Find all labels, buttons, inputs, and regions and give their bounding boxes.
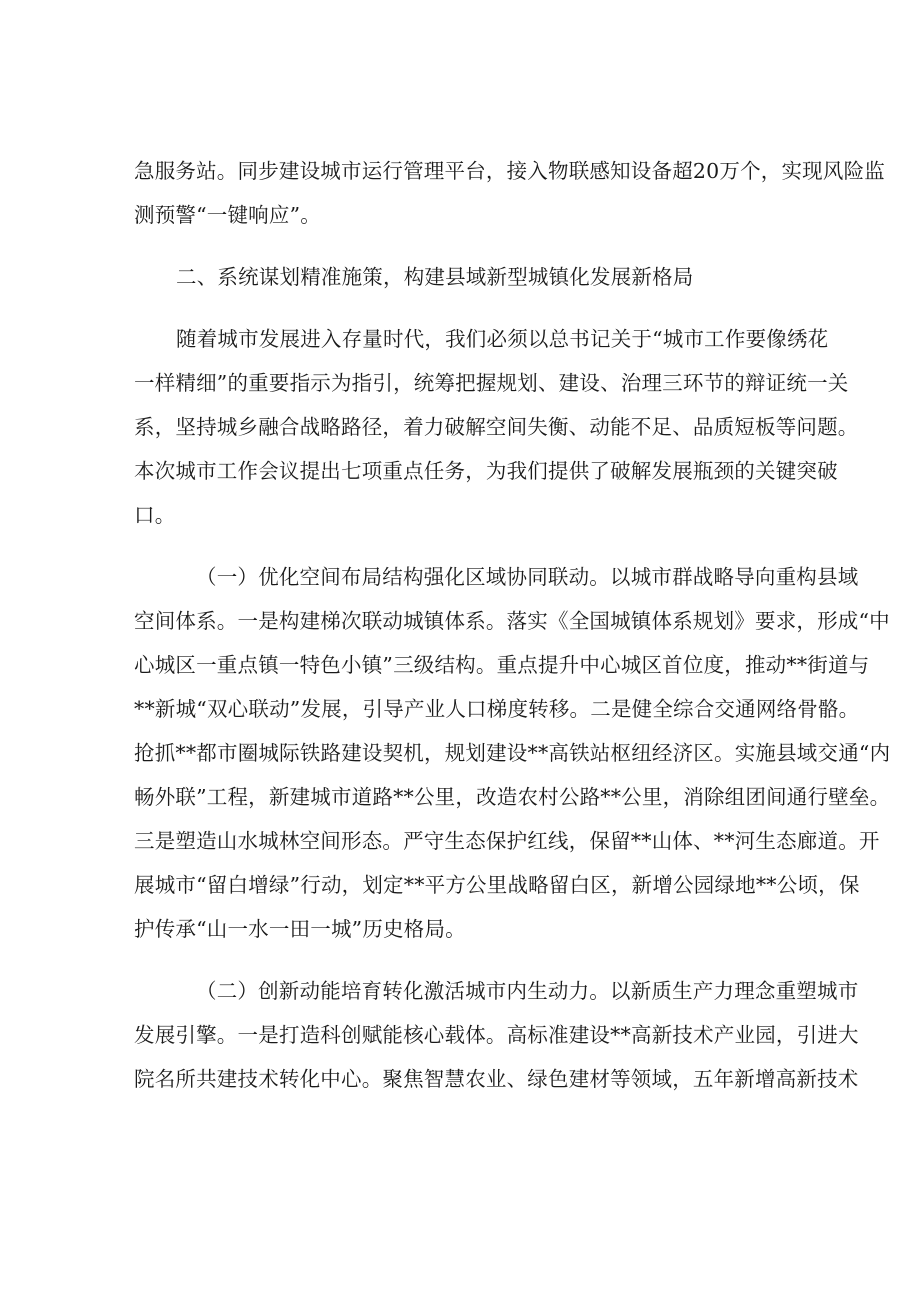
- paragraph-line: **新城“双心联动”发展，引导产业人口梯度转移。二是健全综合交通网络骨骼。: [134, 697, 860, 721]
- paragraph-line: 系，坚持城乡融合战略路径，着力破解空间失衡、动能不足、品质短板等问题。: [134, 415, 859, 439]
- paragraph-line: 抢抓**都市圈城际铁路建设契机，规划建设**高铁站枢纽经济区。实施县域交通“内: [134, 741, 891, 765]
- paragraph-line: 展城市“留白增绿”行动，划定**平方公里战略留白区，新增公园绿地**公顷，保: [134, 873, 860, 897]
- paragraph-line: 测预警“一键响应”。: [134, 203, 321, 227]
- paragraph-line: 发展引擎。一是打造科创赋能核心载体。高标准建设**高新技术产业园，引进大: [134, 1023, 859, 1047]
- paragraph-line: 三是塑造山水城林空间形态。严守生态保护红线，保留**山体、**河生态廊道。开: [134, 829, 880, 853]
- section-heading: 二、系统谋划精准施策，构建县域新型城镇化发展新格局: [176, 265, 694, 289]
- paragraph-line: 口。: [134, 503, 176, 527]
- subsection-lead-line: （一）优化空间布局结构强化区域协同联动。以城市群战略导向重构县域: [196, 565, 859, 589]
- paragraph-line: 本次城市工作会议提出七项重点任务，为我们提供了破解发展瓶颈的关键突破: [134, 459, 838, 483]
- paragraph-line: 一样精细”的重要指示为指引，统筹把握规划、建设、治理三环节的辩证统一关: [134, 371, 849, 395]
- paragraph-line: 护传承“山一水一田一城”历史格局。: [134, 917, 466, 941]
- paragraph-line: 空间体系。一是构建梯次联动城镇体系。落实《全国城镇体系规划》要求，形成“中: [134, 609, 890, 633]
- subsection-lead-line: （二）创新动能培育转化激活城市内生动力。以新质生产力理念重塑城市: [196, 979, 859, 1003]
- paragraph-line: 随着城市发展进入存量时代，我们必须以总书记关于“城市工作要像绣花: [176, 327, 829, 351]
- paragraph-line: 畅外联”工程，新建城市道路**公里，改造农村公路**公里，消除组团间通行壁垒。: [134, 785, 891, 809]
- paragraph-line: 心城区一重点镇一特色小镇”三级结构。重点提升中心城区首位度，推动**街道与: [134, 653, 870, 677]
- paragraph-line: 急服务站。同步建设城市运行管理平台，接入物联感知设备超20万个，实现风险监: [134, 159, 885, 183]
- paragraph-line: 院名所共建技术转化中心。聚焦智慧农业、绿色建材等领域，五年新增高新技术: [134, 1067, 859, 1091]
